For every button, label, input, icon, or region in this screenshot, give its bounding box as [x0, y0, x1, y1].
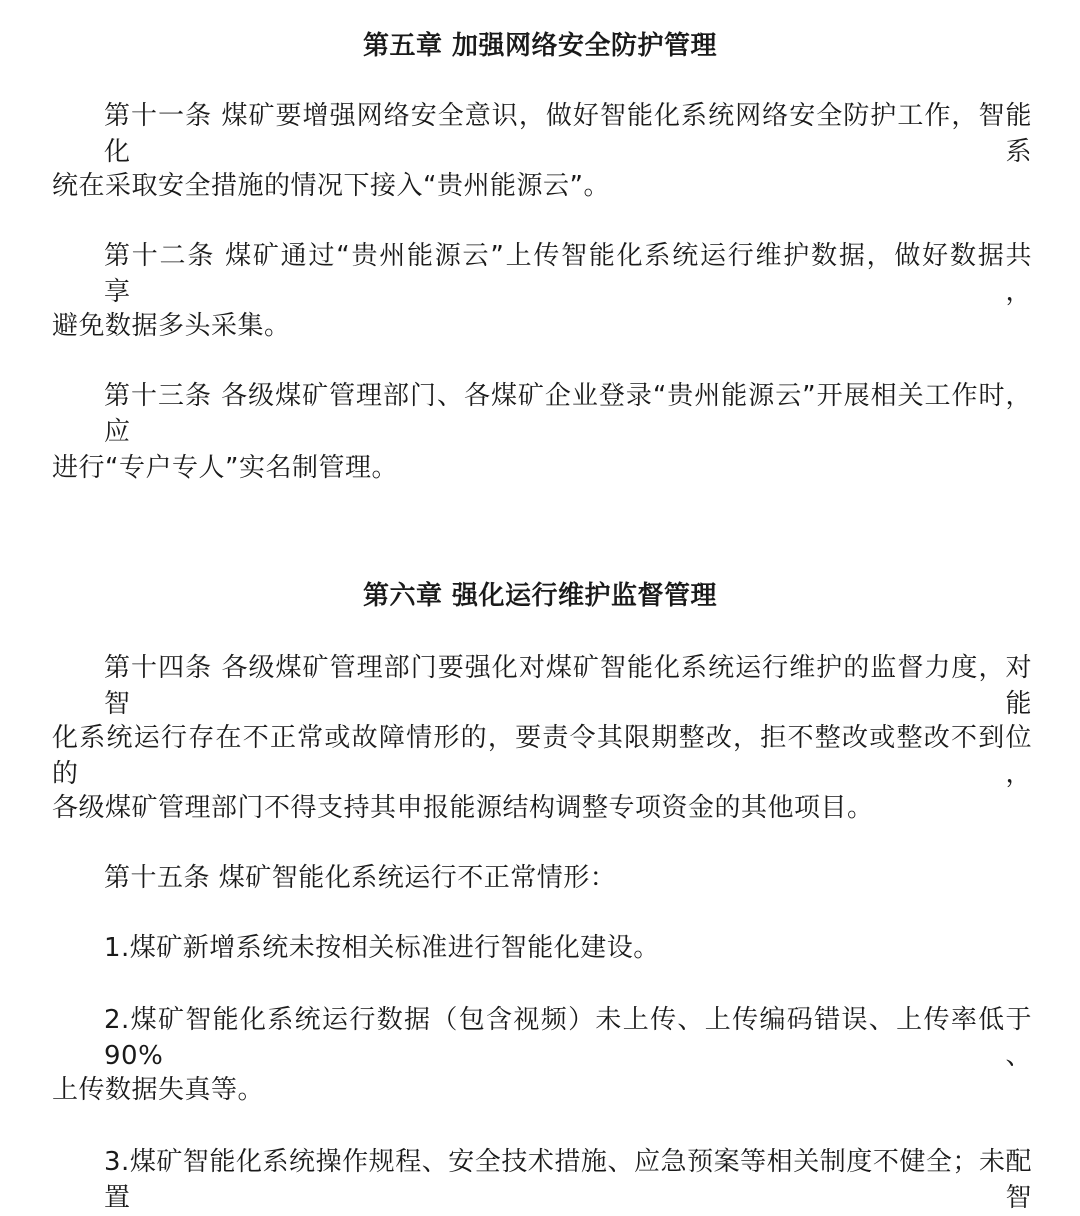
chapter-5-title: 第五章 加强网络安全防护管理 [362, 31, 718, 61]
article-12-line-2: 避免数据多头采集。 [52, 311, 291, 341]
article-11-line-2: 统在采取安全措施的情况下接入“贵州能源云”。 [52, 171, 610, 201]
article-15-item-3-line-1: 3.煤矿智能化系统操作规程、安全技术措施、应急预案等相关制度不健全；未配置智 [104, 1147, 1032, 1213]
article-15-intro: 第十五条 煤矿智能化系统运行不正常情形： [104, 863, 617, 893]
article-12-line-1: 第十二条 煤矿通过“贵州能源云”上传智能化系统运行维护数据，做好数据共享， [104, 241, 1032, 307]
article-13-line-1: 第十三条 各级煤矿管理部门、各煤矿企业登录“贵州能源云”开展相关工作时，应 [104, 381, 1032, 447]
chapter-6-title: 第六章 强化运行维护监督管理 [362, 581, 718, 611]
article-14-line-1: 第十四条 各级煤矿管理部门要强化对煤矿智能化系统运行维护的监督力度，对智能 [104, 653, 1032, 719]
article-15-item-2-line-2: 上传数据失真等。 [52, 1075, 265, 1105]
article-14-line-3: 各级煤矿管理部门不得支持其申报能源结构调整专项资金的其他项目。 [52, 793, 874, 823]
article-14-line-2: 化系统运行存在不正常或故障情形的，要责令其限期整改，拒不整改或整改不到位的， [52, 723, 1032, 789]
article-15-item-2-line-1: 2.煤矿智能化系统运行数据（包含视频）未上传、上传编码错误、上传率低于 90%、 [104, 1005, 1032, 1071]
article-11-line-1: 第十一条 煤矿要增强网络安全意识，做好智能化系统网络安全防护工作，智能化系 [104, 101, 1032, 167]
article-15-item-1: 1.煤矿新增系统未按相关标准进行智能化建设。 [104, 933, 660, 963]
article-13-line-2: 进行“专户专人”实名制管理。 [52, 453, 398, 483]
